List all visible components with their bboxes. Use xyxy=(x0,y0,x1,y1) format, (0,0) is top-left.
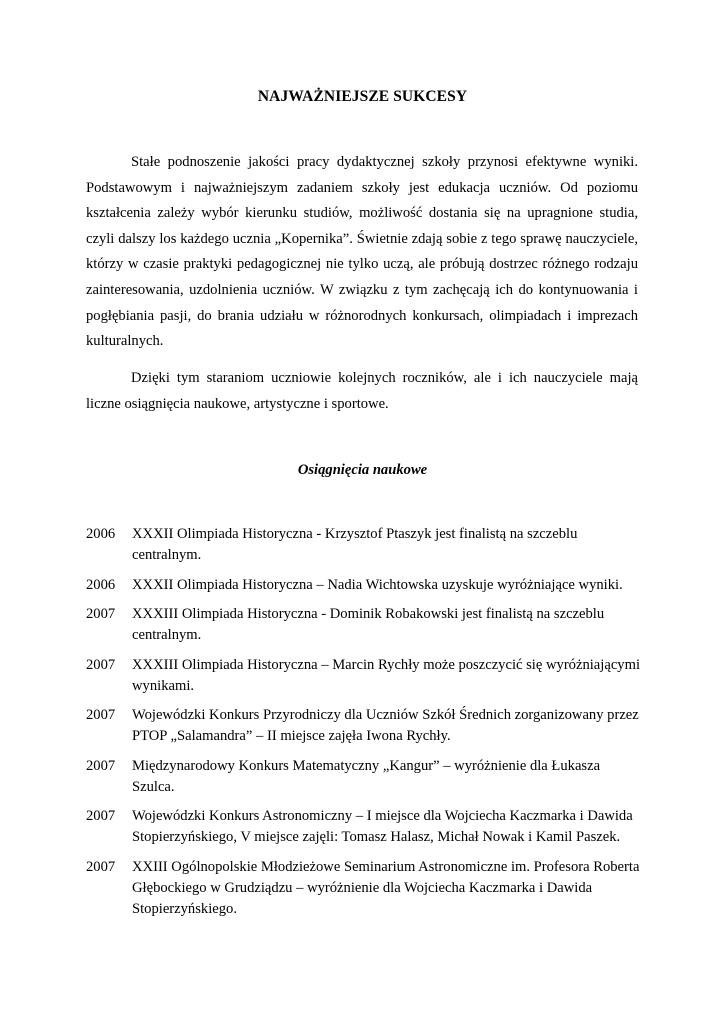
entry-text: XXIII Ogólnopolskie Młodzieżowe Seminarium Astronomiczne im. Profesora Roberta Głębockiego w Grudziądzu – wyróżnienie dla Wojciecha Kaczmarka i Dawida Stopierzyńskiego. xyxy=(132,858,640,917)
entry-text: XXXIII Olimpiada Historyczna – Marcin Rychły może poszczycić się wyróżniającymi wynikami. xyxy=(132,656,640,694)
achievements-list xyxy=(86,524,646,928)
entry-text: XXXIII Olimpiada Historyczna - Dominik Robakowski jest finalistą na szczeblu centralnym. xyxy=(132,606,605,643)
entry-year: 2007 xyxy=(86,757,116,774)
list-item xyxy=(86,604,646,646)
entry-year: 2007 xyxy=(86,606,116,622)
list-item xyxy=(86,806,646,848)
list-item xyxy=(86,524,646,566)
entry-year: 2006 xyxy=(86,576,116,593)
entry-text: XXXII Olimpiada Historyczna – Nadia Wichtowska uzyskuje wyróżniające wyniki. xyxy=(132,576,623,593)
entry-text: Międzynarodowy Konkurs Matematyczny „Kangur” – wyróżnienie dla Łukasza Szulca. xyxy=(132,757,601,795)
section-title: Osiągnięcia naukowe xyxy=(297,462,428,478)
entry-year: 2006 xyxy=(86,526,116,542)
list-item xyxy=(86,857,646,920)
achievements-paragraph: Dzięki tym staraniom uczniowie kolejnych roczników, ale i ich nauczyciele mają liczne osiągnięcia naukowe, artystyczne i sportowe. xyxy=(86,370,638,412)
entry-text: Wojewódzki Konkurs Astronomiczny – I miejsce dla Wojciecha Kaczmarka i Dawida Stopierzyńskiego, V miejsce zajęli: Tomasz Halasz, Michał Nowak i Kamil Paszek. xyxy=(132,808,633,845)
list-item xyxy=(86,575,646,596)
entry-year: 2007 xyxy=(86,707,116,723)
entry-text: Wojewódzki Konkurs Przyrodniczy dla Uczniów Szkół Średnich zorganizowany przez PTOP „Salamandra” – II miejsce zajęła Iwona Rychły. xyxy=(132,707,639,744)
entry-year: 2007 xyxy=(86,858,116,875)
intro-paragraph: Stałe podnoszenie jakości pracy dydaktycznej szkoły przynosi efektywne wyniki. Podstawowym i najważniejszym zadaniem szkoły jest edukacja uczniów. Od poziomu kształcenia zależy wybór kierunku studiów, możliwość dostania się na upragnione studia, czyli dalszy los każdego ucznia „Kopernika”. Świetnie zdają sobie z tego sprawę nauczyciele, którzy w czasie praktyki pedagogicznej nie tylko uczą, ale próbują dostrzec różnego rodzaju zainteresowania, uzdolnienia uczniów. W związku z tym zachęcają ich do kontynuowania i pogłębiania pasji, do brania udziału w różnorodnych konkursach, olimpiadach i imprezach kulturalnych. xyxy=(86,154,638,350)
list-item xyxy=(86,705,646,747)
entry-text: XXXII Olimpiada Historyczna - Krzysztof Ptaszyk jest finalistą na szczeblu centralnym. xyxy=(132,526,578,563)
page-title: NAJWAŻNIEJSZE SUKCESY xyxy=(257,88,468,105)
list-item xyxy=(86,756,646,798)
list-item xyxy=(86,655,646,697)
entry-year: 2007 xyxy=(86,808,116,824)
entry-year: 2007 xyxy=(86,656,116,673)
